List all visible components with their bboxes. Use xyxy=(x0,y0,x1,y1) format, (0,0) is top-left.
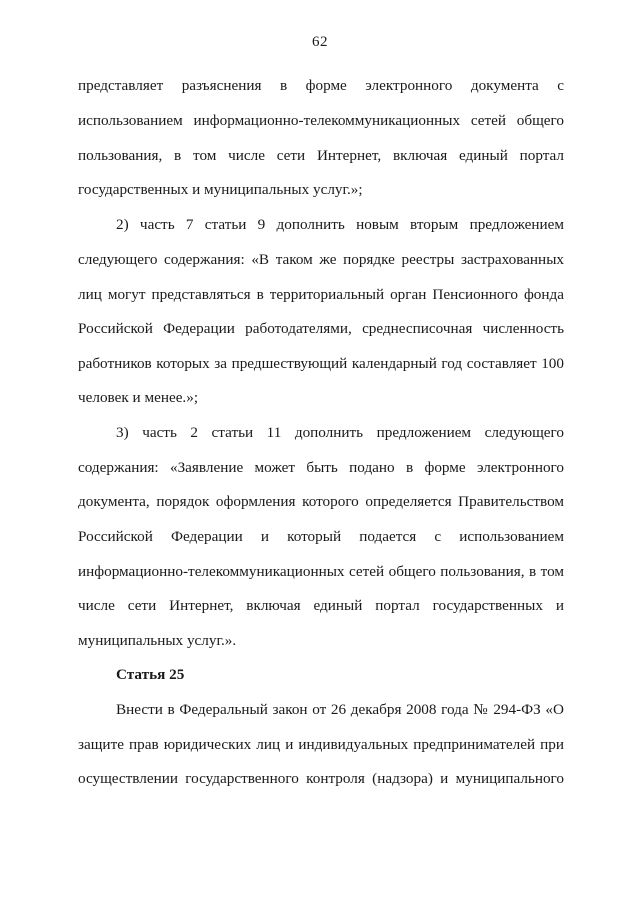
text-line: пользования, в том числе сети Интернет, включая единый портал xyxy=(78,147,564,164)
page-number: 62 xyxy=(312,34,328,50)
text-line: Внести в Федеральный закон от 26 декабря 2008 года № 294-ФЗ «О xyxy=(116,701,564,718)
text-line: лиц могут представляться в территориальный орган Пенсионного фонда xyxy=(78,286,564,303)
text-line: муниципальных услуг.». xyxy=(78,632,237,649)
text-line: 2) часть 7 статьи 9 дополнить новым вторым предложением xyxy=(116,216,564,233)
text-line: защите прав юридических лиц и индивидуальных предпринимателей при xyxy=(78,736,564,753)
text-line: осуществлении государственного контроля (надзора) и муниципального xyxy=(78,770,564,787)
text-line: государственных и муниципальных услуг.»; xyxy=(78,181,363,198)
text-line: Российской Федерации и который подается с использованием xyxy=(78,528,564,545)
text-line: документа, порядок оформления которого определяется Правительством xyxy=(78,493,564,510)
text-line: Российской Федерации работодателями, среднесписочная численность xyxy=(78,320,564,337)
text-line: 3) часть 2 статьи 11 дополнить предложением следующего xyxy=(116,424,564,441)
text-line: числе сети Интернет, включая единый портал государственных и xyxy=(78,597,564,614)
text-line: информационно-телекоммуникационных сетей общего пользования, в том xyxy=(78,563,564,580)
text-line: представляет разъяснения в форме электронного документа с xyxy=(78,77,564,94)
text-line: работников которых за предшествующий календарный год составляет 100 xyxy=(78,355,564,372)
article-heading: Статья 25 xyxy=(116,666,185,683)
text-line: использованием информационно-телекоммуникационных сетей общего xyxy=(78,112,564,129)
text-line: содержания: «Заявление может быть подано в форме электронного xyxy=(78,459,564,476)
text-line: следующего содержания: «В таком же порядке реестры застрахованных xyxy=(78,251,564,268)
text-line: человек и менее.»; xyxy=(78,389,199,406)
